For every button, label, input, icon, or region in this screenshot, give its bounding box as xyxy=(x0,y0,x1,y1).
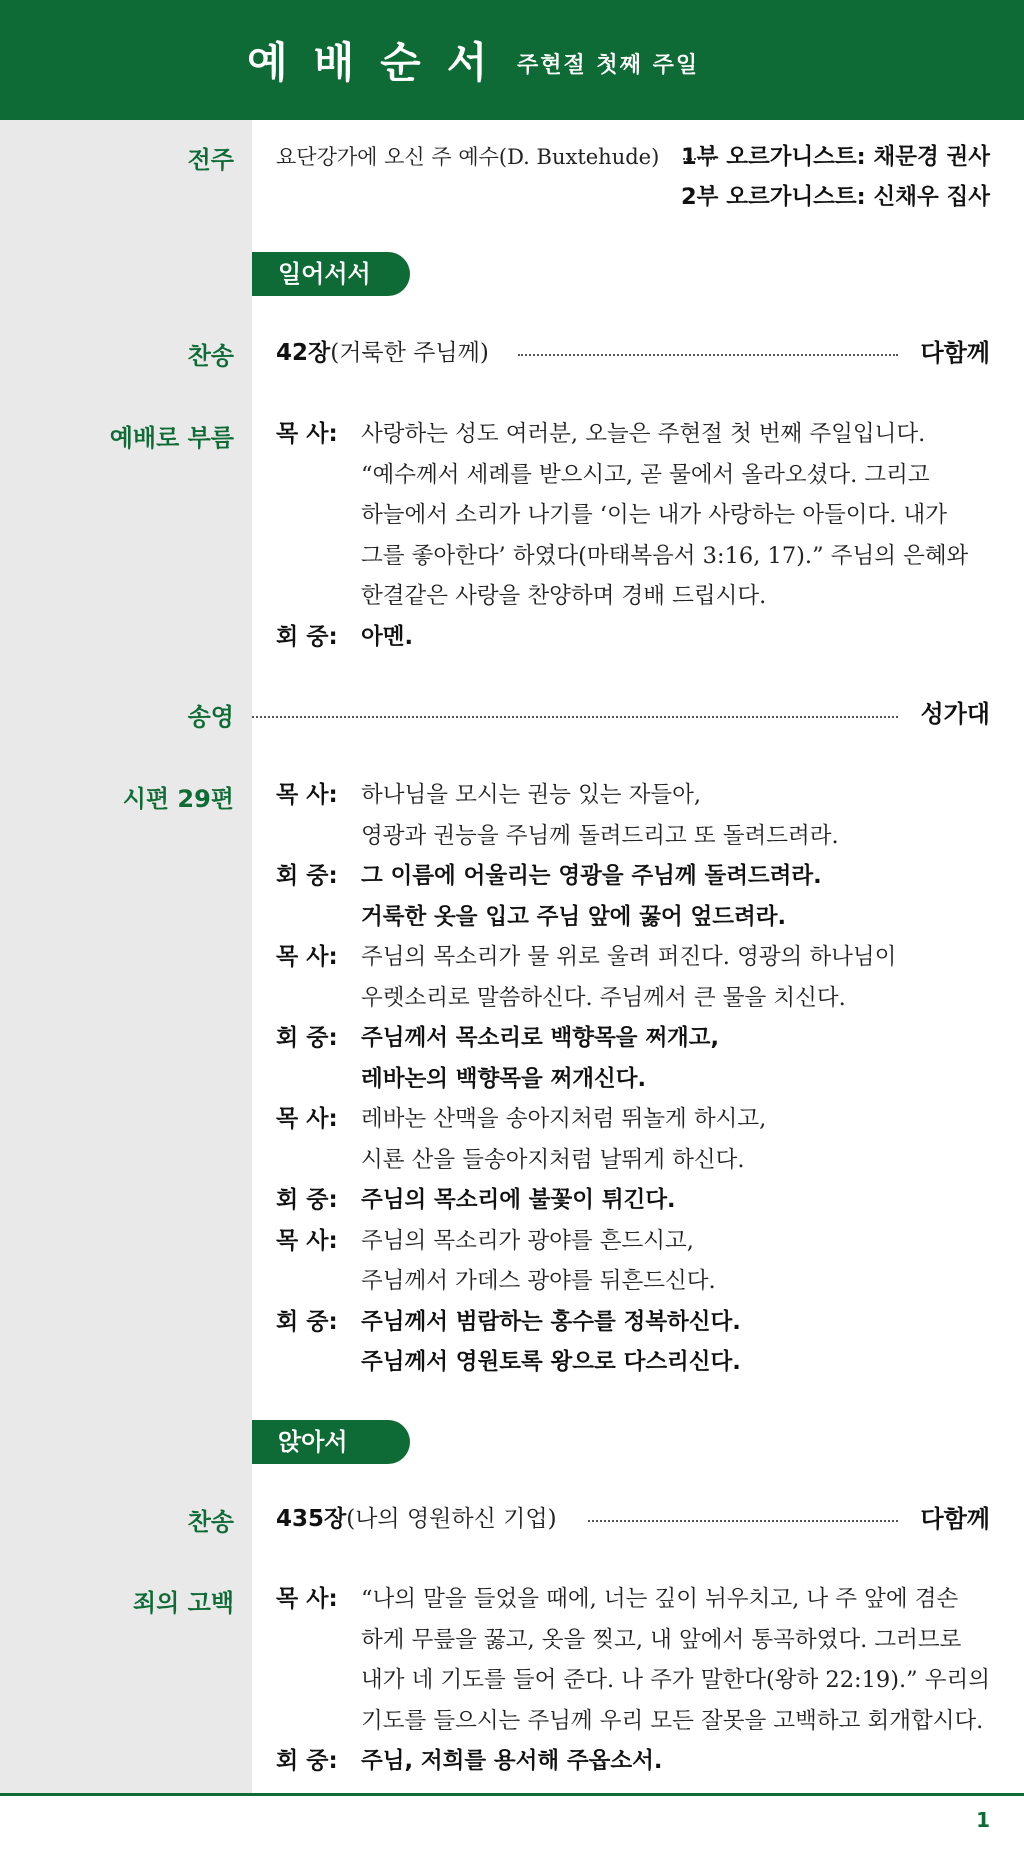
speaker-label: 회 중: xyxy=(276,1025,338,1051)
speaker-label: 목 사: xyxy=(276,782,338,808)
reading-line: 주님께서 가데스 광야를 뒤흔드신다. xyxy=(361,1268,716,1294)
label-confession: 죄의 고백 xyxy=(132,1589,234,1617)
hymn-2-performer: 다함께 xyxy=(920,1505,990,1533)
congregation-response: 그 이름에 어울리는 영광을 주님께 돌려드려라. xyxy=(361,863,822,889)
label-prelude: 전주 xyxy=(187,146,234,174)
sit-tag: 앉아서 xyxy=(252,1420,410,1464)
hymn-1-entry xyxy=(276,333,489,373)
hymn-2-title: (나의 영원하신 기업) xyxy=(346,1506,557,1532)
reading-line: 시룐 산을 들송아지처럼 날뛰게 하신다. xyxy=(361,1146,745,1173)
speaker-label: 회 중: xyxy=(276,863,338,889)
reading-line: 그를 좋아한다’ 하였다(마태복음서 3:16, 17).” 주님의 은혜와 xyxy=(361,542,969,569)
label-hymn-1: 찬송 xyxy=(187,342,234,370)
hymn-2-number: 435장 xyxy=(276,1506,347,1532)
hymn-1-title: (거룩한 주님께) xyxy=(330,340,489,366)
leader-dots xyxy=(518,354,898,356)
reading-line: 하늘에서 소리가 나기를 ‘이는 내가 사랑하는 아들이다. 내가 xyxy=(361,502,948,528)
congregation-response: 주님께서 영원토록 왕으로 다스리신다. xyxy=(361,1349,741,1375)
hymn-2-entry xyxy=(276,1499,557,1539)
leader-dots xyxy=(588,1520,898,1522)
leader-dots xyxy=(252,716,898,718)
reading-line: 우렛소리로 말씀하신다. 주님께서 큰 물을 치신다. xyxy=(361,984,846,1011)
prelude-piece: 요단강가에 오신 주 예수(D. Buxtehude) xyxy=(276,145,660,169)
speaker-label: 목 사: xyxy=(276,944,338,970)
reading-line: 사랑하는 성도 여러분, 오늘은 주현절 첫 번째 주일입니다. xyxy=(361,421,926,447)
congregation-response: 아멘. xyxy=(361,623,414,650)
congregation-response: 주님께서 목소리로 백향목을 쩌개고, xyxy=(361,1025,720,1051)
speaker-label: 목 사: xyxy=(276,1227,338,1254)
page-number: 1 xyxy=(976,1808,990,1832)
reading-line: 한결같은 사랑을 찬양하며 경배 드립시다. xyxy=(361,583,767,609)
congregation-response: 주님의 목소리에 불꽃이 튀긴다. xyxy=(361,1187,676,1213)
page-subtitle: 주현절 첫째 주일 xyxy=(517,53,700,78)
reading-line: 레바논 산맥을 송아지처럼 뛰놀게 하시고, xyxy=(361,1106,767,1132)
speaker-label: 회 중: xyxy=(276,1187,338,1213)
reading-line: 영광과 권능을 주님께 돌려드리고 또 돌려드려라. xyxy=(361,822,839,849)
page-title: 예배순서 xyxy=(247,38,514,87)
reading-line: 기도를 들으시는 주님께 우리 모든 잘못을 고백하고 회개합시다. xyxy=(361,1707,984,1734)
speaker-label: 회 중: xyxy=(276,1748,338,1774)
hymn-1-number: 42장 xyxy=(276,340,331,366)
reading-line: “나의 말을 들었을 때에, 너는 깊이 뉘우치고, 나 주 앞에 겸손 xyxy=(361,1586,959,1612)
footer-rule xyxy=(0,1793,1024,1796)
speaker-label: 회 중: xyxy=(276,1308,338,1335)
stand-tag: 일어서서 xyxy=(252,252,410,296)
label-psalm: 시편 29편 xyxy=(122,785,234,813)
reading-line: 주님의 목소리가 물 위로 울려 퍼진다. 영광의 하나님이 xyxy=(361,944,897,970)
speaker-label: 회 중: xyxy=(276,623,338,650)
anthem-performer: 성가대 xyxy=(920,700,990,728)
congregation-response: 거룩한 옷을 입고 주님 앞에 꿇어 엎드려라. xyxy=(361,903,787,930)
speaker-label: 목 사: xyxy=(276,1586,338,1612)
label-call-to-worship: 예배로 부름 xyxy=(109,424,234,452)
reading-line: “예수께서 세례를 받으시고, 곧 물에서 올라오셨다. 그리고 xyxy=(361,461,930,488)
reading-line: 하나님을 모시는 권능 있는 자들아, xyxy=(361,782,702,808)
reading-line: 하게 무릎을 꿇고, 옷을 찢고, 내 앞에서 통곡하였다. 그러므로 xyxy=(361,1626,962,1653)
organist-1: 1부 오르가니스트: 채문경 권사 xyxy=(681,144,990,170)
label-anthem: 송영 xyxy=(187,703,234,731)
reading-line: 주님의 목소리가 광야를 흔드시고, xyxy=(361,1227,694,1254)
header-bar xyxy=(0,0,1024,120)
congregation-response: 주님께서 범람하는 홍수를 정복하신다. xyxy=(361,1308,741,1335)
label-hymn-2: 찬송 xyxy=(187,1508,234,1536)
congregation-response: 주님, 저희를 용서해 주옵소서. xyxy=(361,1748,663,1774)
congregation-response: 레바논의 백향목을 쩌개신다. xyxy=(361,1065,647,1092)
organist-2: 2부 오르가니스트: 신채우 집사 xyxy=(681,184,990,210)
reading-line: 내가 네 기도를 들어 준다. 나 주가 말한다(왕하 22:19).” 우리의 xyxy=(361,1667,991,1693)
speaker-label: 목 사: xyxy=(276,421,338,447)
speaker-label: 목 사: xyxy=(276,1106,338,1132)
hymn-1-performer: 다함께 xyxy=(920,339,990,367)
